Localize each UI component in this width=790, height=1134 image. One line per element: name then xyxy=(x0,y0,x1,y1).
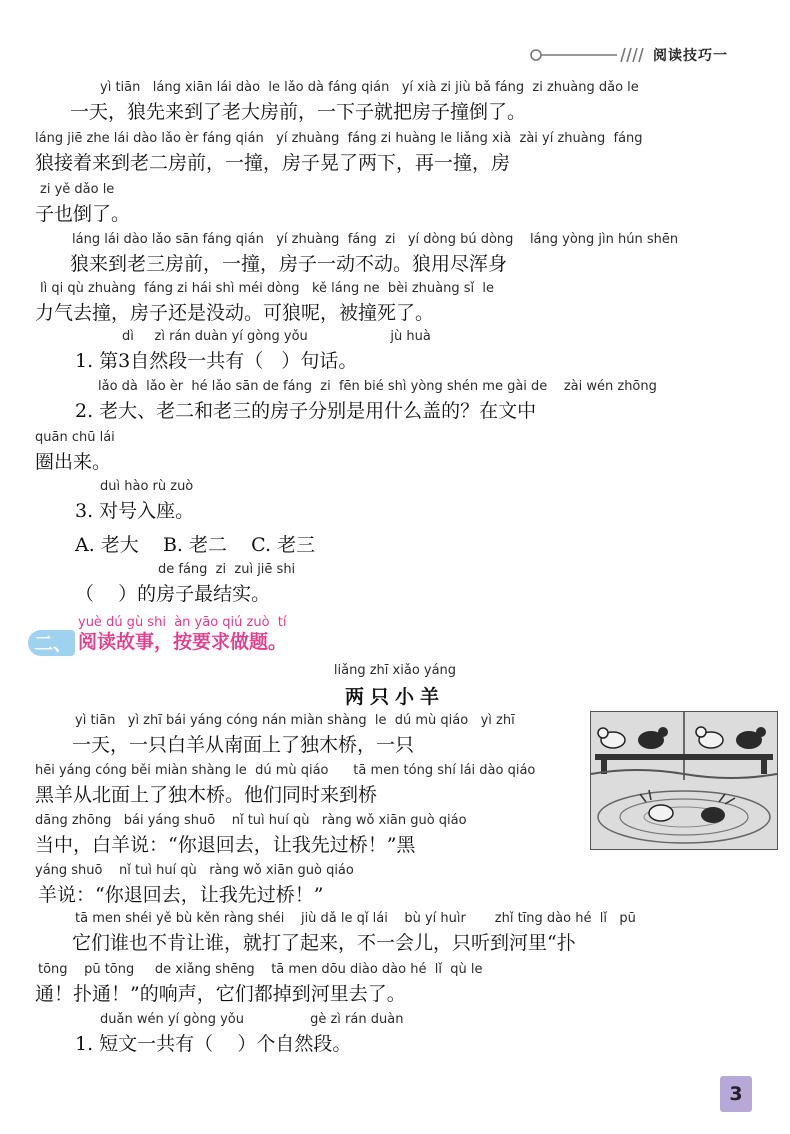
question-2: 2. 老大、老二和老三的房子分别是用什么盖的？在文中 xyxy=(75,400,537,422)
text-line: 一天，狼先来到了老大房前，一下子就把房子撞倒了。 xyxy=(70,101,527,123)
pinyin-line: lì qi qù zhuàng fáng zi hái shì méi dòng kě láng ne bèi zhuàng sǐ le xyxy=(40,281,494,296)
story-title-pinyin: liǎng zhī xiǎo yáng xyxy=(333,663,457,678)
pinyin-line: hēi yáng cóng běi miàn shàng le dú mù qiáo tā men tóng shí lái dào qiáo xyxy=(35,763,536,778)
text-line: 一天，一只白羊从南面上了独木桥，一只 xyxy=(72,734,415,756)
text-line: 它们谁也不肯让谁，就打了起来，不一会儿，只听到河里“扑 xyxy=(72,932,576,954)
question-3: 3. 对号入座。 xyxy=(75,500,195,522)
pinyin-line: de fáng zi zuì jiē shi xyxy=(158,562,296,577)
section-title: 阅读故事，按要求做题。 xyxy=(78,631,288,653)
text-line: 力气去撞，房子还是没动。可狼呢，被撞死了。 xyxy=(35,302,435,324)
story-title: 两只小羊 xyxy=(344,686,445,708)
pinyin-line: zi yě dǎo le xyxy=(40,182,115,197)
pinyin-line: yáng shuō nǐ tuì huí qù ràng wǒ xiān guò qiáo xyxy=(35,863,354,878)
header-decoration-icon xyxy=(529,44,647,66)
section-number: 二、 xyxy=(34,633,73,655)
text-line: 狼接着来到老二房前，一撞，房子晃了两下，再一撞，房 xyxy=(35,152,511,174)
text-line: 黑羊从北面上了独木桥。他们同时来到桥 xyxy=(35,784,378,806)
pinyin-line: lǎo dà lǎo èr hé lǎo sān de fáng zi fēn bié shì yòng shén me gài de zài wén zhōng xyxy=(98,379,657,394)
question-1: 1. 第3自然段一共有（ ）句话。 xyxy=(75,350,358,372)
pinyin-line: dāng zhōng bái yáng shuō nǐ tuì huí qù ràng wǒ xiān guò qiáo xyxy=(35,813,467,828)
text-line: 狼来到老三房前，一撞，房子一动不动。狼用尽浑身 xyxy=(70,253,508,275)
text-line: 当中，白羊说：“你退回去，让我先过桥！”黑 xyxy=(35,834,416,856)
pinyin-line: duì hào rù zuò xyxy=(100,479,194,494)
text-line: 羊说：“你退回去，让我先过桥！” xyxy=(38,884,324,906)
page-number: 3 xyxy=(720,1076,752,1112)
text-line: 子也倒了。 xyxy=(35,203,131,225)
pinyin-line: láng lái dào lǎo sān fáng qián yí zhuàng fáng zi yí dòng bú dòng láng yòng jìn hún shēn xyxy=(72,232,679,247)
fill-blank-line: （ ）的房子最结实。 xyxy=(75,583,271,605)
pinyin-line: láng jiē zhe lái dào lǎo èr fáng qián yí zhuàng fáng zi huàng le liǎng xià zài yí zhuàng fáng xyxy=(35,131,643,146)
header-title: 阅读技巧一 xyxy=(653,48,728,64)
page-header xyxy=(529,44,728,66)
goats-on-bridge-image xyxy=(591,712,777,849)
text-line: 通！扑通！”的响声，它们都掉到河里去了。 xyxy=(35,983,406,1005)
pinyin-line: duǎn wén yí gòng yǒu gè zì rán duàn xyxy=(100,1012,404,1027)
pinyin-line: yì tiān yì zhī bái yáng cóng nán miàn shàng le dú mù qiáo yì zhī xyxy=(75,713,515,728)
text-line: 圈出来。 xyxy=(35,451,112,473)
pinyin-line: tā men shéi yě bù kěn ràng shéi jiù dǎ le qǐ lái bù yí huìr zhǐ tīng dào hé lǐ pū xyxy=(75,911,636,926)
two-goats-illustration xyxy=(590,711,778,850)
pinyin-line: yì tiān láng xiān lái dào le lǎo dà fáng qián yí xià zi jiù bǎ fáng zi zhuàng dǎo le xyxy=(100,80,639,95)
pinyin-line: dì zì rán duàn yí gòng yǒu jù huà xyxy=(122,329,431,344)
pinyin-line: tōng pū tōng de xiǎng shēng tā men dōu diào dào hé lǐ qù le xyxy=(38,962,483,977)
question-short-text: 1. 短文一共有（ ）个自然段。 xyxy=(75,1033,352,1055)
section-pinyin: yuè dú gù shi àn yāo qiú zuò tí xyxy=(78,615,287,630)
pinyin-line: quān chū lái xyxy=(35,430,115,445)
answer-options: A. 老大 B. 老二 C. 老三 xyxy=(75,534,316,556)
